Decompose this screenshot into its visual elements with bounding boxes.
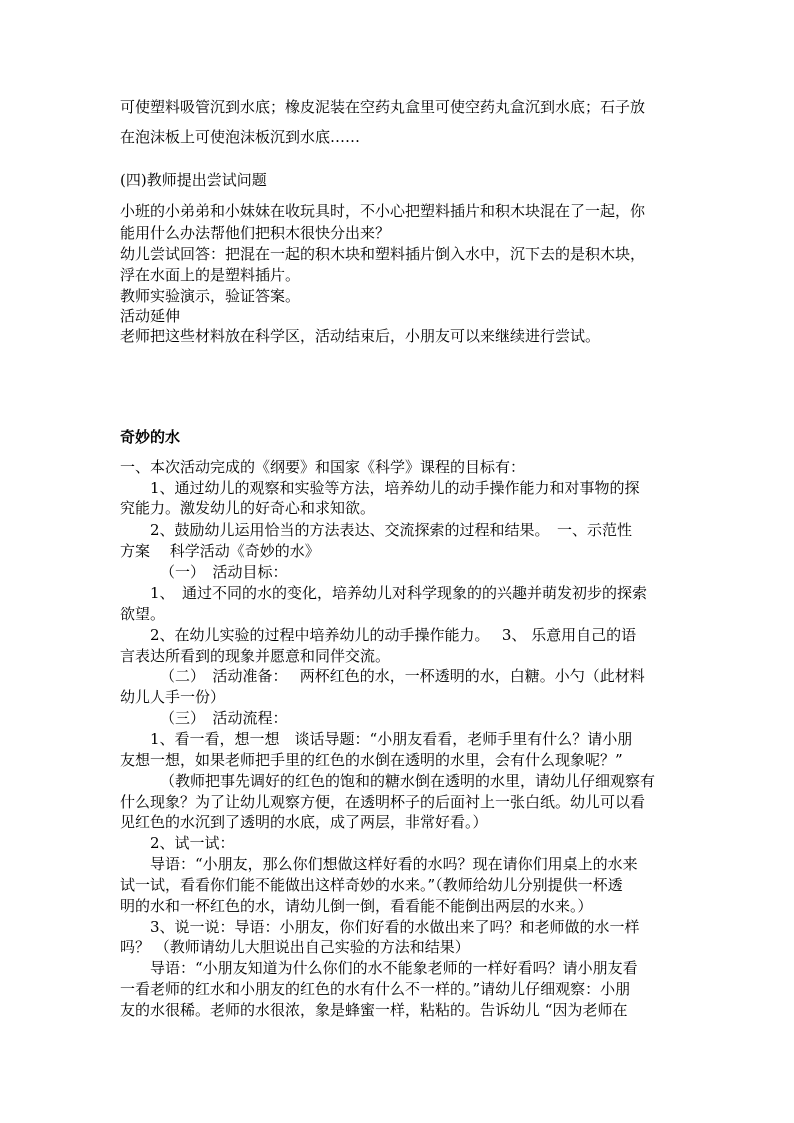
subsection-heading: （三） 活动流程： — [160, 709, 288, 727]
subsection-heading: 2、试一试： — [150, 834, 235, 852]
paragraph-line: 小班的小弟弟和小妹妹在收玩具时，不小心把塑料插片和积木块混在了一起，你 — [120, 202, 646, 220]
paragraph-line: 浮在水面上的是塑料插片。 — [120, 266, 301, 284]
paragraph-line: 一看老师的红水和小朋友的红色的水有什么不一样的。”请幼儿仔细观察：小朋 — [120, 980, 631, 998]
paragraph-line: 2、在幼儿实验的过程中培养幼儿的动手操作能力。 3、 乐意用自己的语 — [150, 626, 637, 644]
subsection-heading: （一） 活动目标： — [160, 563, 288, 581]
paragraph-line: 方案 科学活动《奇妙的水》 — [120, 542, 320, 560]
paragraph-line: 在泡沫板上可使泡沫板沉到水底…… — [120, 128, 361, 146]
paragraph-line: 欲望。 — [120, 605, 166, 623]
paragraph-line: 言表达所看到的现象并愿意和同伴交流。 — [120, 647, 391, 665]
paragraph-line: 1、看一看，想一想 谈话导题：“小朋友看看，老师手里有什么？请小朋 — [150, 730, 633, 748]
paragraph-line: 见红色的水沉到了透明的水底，成了两层，非常好看。） — [120, 813, 488, 831]
paragraph-line: 导语：“小朋友，那么你们想做这样好看的水吗？现在请你们用桌上的水来 — [150, 855, 638, 873]
document-title: 奇妙的水 — [120, 428, 181, 446]
paragraph-line: 吗？ （教师请幼儿大胆说出自己实验的方法和结果） — [120, 938, 470, 956]
paragraph-line: 1、 通过不同的水的变化，培养幼儿对科学现象的的兴趣并萌发初步的探索 — [150, 584, 648, 602]
paragraph-line: （教师把事先调好的红色的饱和的糖水倒在透明的水里，请幼儿仔细观察有 — [160, 772, 656, 790]
paragraph-line: 导语：“小朋友知道为什么你们的水不能象老师的一样好看吗？请小朋友看 — [150, 959, 638, 977]
subsection-heading: （二） 活动准备： 两杯红色的水，一杯透明的水，白糖。小勺（此材料 — [160, 667, 645, 685]
paragraph-line: 究能力。激发幼儿的好奇心和求知欲。 — [120, 499, 376, 517]
section-heading: (四)教师提出尝试问题 — [120, 171, 267, 189]
paragraph-line: 友想一想，如果老师把手里的红色的水倒在透明的水里，会有什么现象呢？” — [120, 751, 623, 769]
paragraph-line: 可使塑料吸管沉到水底；橡皮泥装在空药丸盒里可使空药丸盒沉到水底；石子放 — [120, 98, 646, 116]
paragraph-line: 1、通过幼儿的观察和实验等方法，培养幼儿的动手操作能力和对事物的探 — [150, 479, 640, 497]
paragraph-line: 友的水很稀。老师的水很浓，象是蜂蜜一样，粘粘的。告诉幼儿 “因为老师在 — [120, 1001, 628, 1019]
paragraph-line: 3、说一说：导语：小朋友，你们好看的水做出来了吗？和老师做的水一样 — [150, 918, 640, 936]
paragraph-line: 什么现象？为了让幼儿观察方便，在透明杯子的后面衬上一张白纸。幼儿可以看 — [120, 793, 646, 811]
paragraph-line: 教师实验演示，验证答案。 — [120, 287, 301, 305]
paragraph-line: 一、本次活动完成的《纲要》和国家《科学》课程的目标有： — [120, 458, 526, 476]
paragraph-line: 活动延伸 — [120, 307, 181, 325]
paragraph-line: 试一试，看看你们能不能做出这样奇妙的水来。”（教师给幼儿分别提供一杯透 — [120, 876, 623, 894]
paragraph-line: 老师把这些材料放在科学区，活动结束后，小朋友可以来继续进行尝试。 — [120, 327, 601, 345]
paragraph-line: 能用什么办法帮他们把积木很快分出来？ — [120, 224, 391, 242]
paragraph-line: 明的水和一杯红色的水，请幼儿倒一倒，看看能不能倒出两层的水来。） — [120, 897, 593, 915]
paragraph-line: 2、鼓励幼儿运用恰当的方法表达、交流探索的过程和结果。 一、示范性 — [150, 521, 633, 539]
paragraph-line: 幼儿尝试回答：把混在一起的积木块和塑料插片倒入水中，沉下去的是积木块， — [120, 245, 646, 263]
paragraph-line: 幼儿人手一份） — [120, 688, 226, 706]
